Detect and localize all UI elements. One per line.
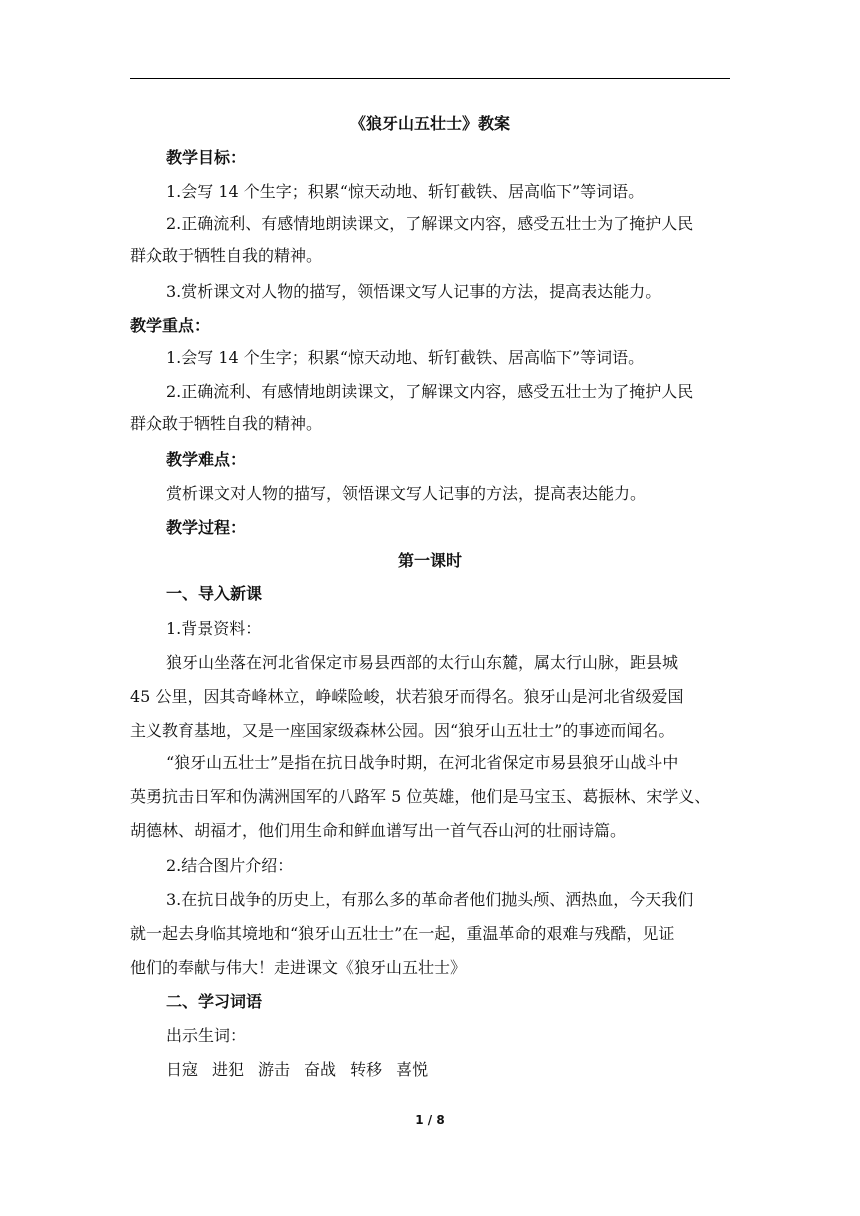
section-heading: 二、学习词语 — [166, 992, 263, 1011]
objective-item: 3.赏析课文对人物的描写，领悟课文写人记事的方法，提高表达能力。 — [166, 282, 662, 301]
document-title: 《狼牙山五壮士》教案 — [349, 114, 510, 133]
difficulties-text: 赏析课文对人物的描写，领悟课文写人记事的方法，提高表达能力。 — [166, 484, 647, 503]
header-rule — [130, 78, 730, 79]
word-list — [130, 1060, 766, 1080]
word-item: 奋战 — [304, 1060, 337, 1079]
paragraph-line: 英勇抗击日军和伪满洲国军的八路军 5 位英雄，他们是马宝玉、葛振林、宋学义、 — [130, 787, 711, 806]
paragraph-line: 胡德林、胡福才，他们用生命和鲜血谱写出一首气吞山河的壮丽诗篇。 — [130, 821, 627, 840]
objective-item: 群众敢于牺牲自我的精神。 — [130, 246, 323, 265]
lesson-title: 第一课时 — [397, 551, 462, 570]
paragraph-line: 主义教育基地，又是一座国家级森林公园。因“狼牙山五壮士”的事迹而闻名。 — [130, 721, 675, 740]
objective-item: 1.会写 14 个生字；积累“惊天动地、斩钉截铁、居高临下”等词语。 — [166, 182, 645, 201]
section-heading: 一、导入新课 — [166, 584, 263, 603]
paragraph-line: 45 公里，因其奇峰林立，峥嵘险峻，状若狼牙而得名。狼牙山是河北省级爱国 — [130, 687, 684, 706]
paragraph-line: 就一起去身临其境地和“狼牙山五壮士”在一起，重温革命的艰难与残酷，见证 — [130, 924, 675, 943]
picture-label: 2.结合图片介绍： — [166, 856, 294, 875]
paragraph-line: “狼牙山五壮士”是指在抗日战争时期，在河北省保定市易县狼牙山战斗中 — [166, 753, 679, 772]
key-point-item: 群众敢于牺牲自我的精神。 — [130, 414, 323, 433]
paragraph-line: 狼牙山坐落在河北省保定市易县西部的太行山东麓，属太行山脉，距县城 — [166, 653, 679, 672]
word-item: 游击 — [258, 1060, 291, 1079]
key-points-heading: 教学重点： — [130, 316, 211, 335]
paragraph-line: 他们的奉献与伟大！走进课文《狼牙山五壮士》 — [130, 958, 467, 977]
paragraph-line: 3.在抗日战争的历史上，有那么多的革命者他们抛头颅、洒热血，今天我们 — [166, 890, 694, 909]
key-point-item: 1.会写 14 个生字；积累“惊天动地、斩钉截铁、居高临下”等词语。 — [166, 348, 645, 367]
word-item: 喜悦 — [396, 1060, 429, 1079]
objectives-heading: 教学目标： — [166, 148, 247, 167]
difficulties-heading: 教学难点： — [166, 450, 247, 469]
key-point-item: 2.正确流利、有感情地朗读课文，了解课文内容，感受五壮士为了掩护人民 — [166, 382, 694, 401]
background-label: 1.背景资料： — [166, 619, 262, 638]
word-item: 转移 — [350, 1060, 383, 1079]
word-item: 日寇 — [166, 1060, 199, 1079]
word-item: 进犯 — [212, 1060, 245, 1079]
objective-item: 2.正确流利、有感情地朗读课文，了解课文内容，感受五壮士为了掩护人民 — [166, 214, 694, 233]
words-intro: 出示生词： — [166, 1026, 247, 1045]
page-number: 1 / 8 — [415, 1113, 445, 1127]
process-heading: 教学过程： — [166, 518, 247, 537]
